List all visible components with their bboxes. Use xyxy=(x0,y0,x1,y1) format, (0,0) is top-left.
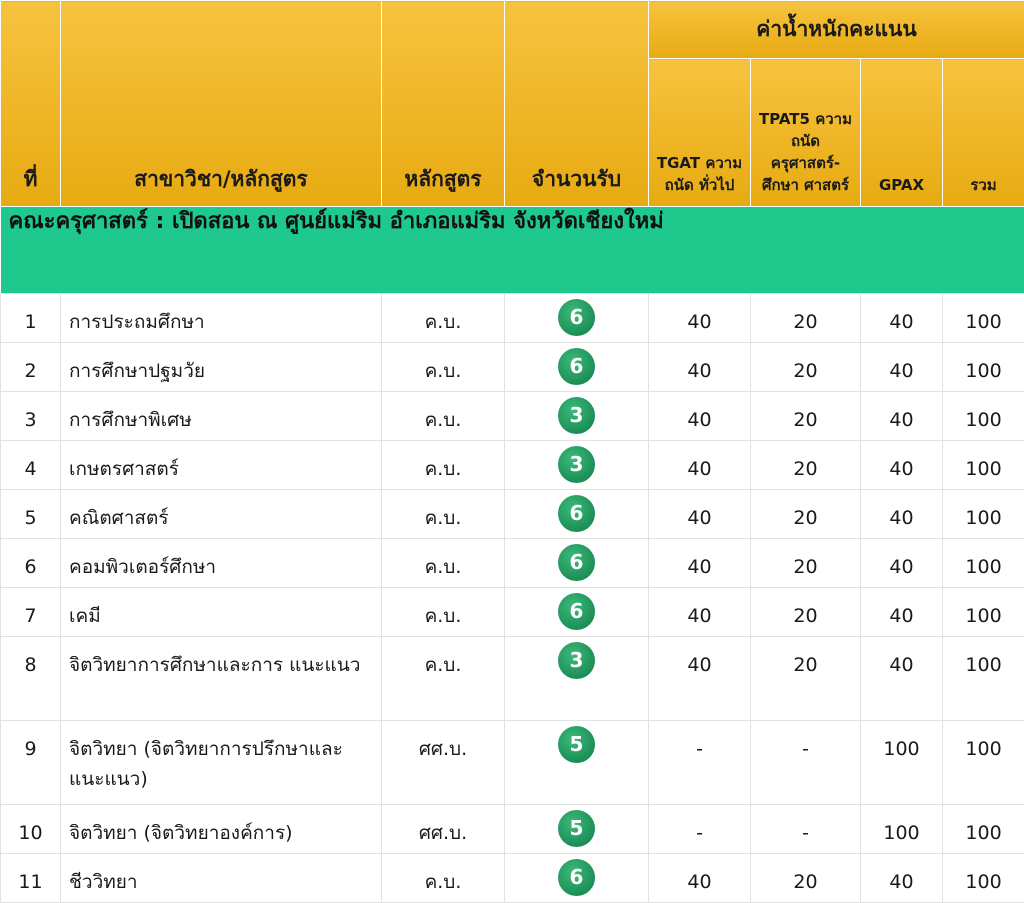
table-row xyxy=(1,637,1024,721)
row-total: 100 xyxy=(943,588,1024,637)
row-no: 8 xyxy=(1,637,61,721)
seats-badge: 6 xyxy=(558,348,595,385)
row-tgat: - xyxy=(649,805,751,854)
header-weight-group: ค่าน้ำหนักคะแนน xyxy=(649,1,1024,59)
row-name: ชีววิทยา xyxy=(61,854,382,903)
row-seats-cell xyxy=(505,294,649,343)
row-tgat: - xyxy=(649,721,751,805)
seats-badge: 6 xyxy=(558,593,595,630)
row-program: ศศ.บ. xyxy=(382,805,505,854)
row-seats-cell xyxy=(505,721,649,805)
seats-badge: 3 xyxy=(558,446,595,483)
header-seats: จำนวนรับ xyxy=(505,1,649,207)
seats-badge: 6 xyxy=(558,299,595,336)
row-program: ค.บ. xyxy=(382,392,505,441)
row-tpat5: 20 xyxy=(751,588,861,637)
row-program: ค.บ. xyxy=(382,490,505,539)
table-row xyxy=(1,539,1024,588)
row-seats-cell xyxy=(505,805,649,854)
row-program: ศศ.บ. xyxy=(382,721,505,805)
row-gpax: 100 xyxy=(861,721,943,805)
row-tgat: 40 xyxy=(649,854,751,903)
row-tpat5: 20 xyxy=(751,294,861,343)
row-gpax: 40 xyxy=(861,392,943,441)
row-tgat: 40 xyxy=(649,637,751,721)
row-total: 100 xyxy=(943,637,1024,721)
row-tpat5: 20 xyxy=(751,441,861,490)
table-row xyxy=(1,294,1024,343)
row-no: 3 xyxy=(1,392,61,441)
row-gpax: 40 xyxy=(861,490,943,539)
row-name: การศึกษาปฐมวัย xyxy=(61,343,382,392)
row-name: เกษตรศาสตร์ xyxy=(61,441,382,490)
row-name: จิตวิทยาการศึกษาและการ แนะแนว xyxy=(61,637,382,721)
row-tgat: 40 xyxy=(649,588,751,637)
header-tgat: TGAT ความ ถนัด ทั่วไป xyxy=(649,59,751,207)
row-no: 5 xyxy=(1,490,61,539)
seats-badge: 5 xyxy=(558,726,595,763)
row-seats-cell xyxy=(505,588,649,637)
row-no: 10 xyxy=(1,805,61,854)
row-no: 6 xyxy=(1,539,61,588)
row-name: การประถมศึกษา xyxy=(61,294,382,343)
row-program: ค.บ. xyxy=(382,343,505,392)
row-program: ค.บ. xyxy=(382,539,505,588)
row-tpat5: - xyxy=(751,805,861,854)
row-program: ค.บ. xyxy=(382,294,505,343)
row-tpat5: 20 xyxy=(751,392,861,441)
row-seats-cell xyxy=(505,637,649,721)
row-total: 100 xyxy=(943,343,1024,392)
row-gpax: 100 xyxy=(861,805,943,854)
row-seats-cell xyxy=(505,539,649,588)
header-total: รวม xyxy=(943,59,1024,207)
row-name: เคมี xyxy=(61,588,382,637)
seats-badge: 6 xyxy=(558,544,595,581)
row-seats-cell xyxy=(505,441,649,490)
row-total: 100 xyxy=(943,441,1024,490)
row-no: 11 xyxy=(1,854,61,903)
table-row xyxy=(1,392,1024,441)
row-no: 2 xyxy=(1,343,61,392)
row-gpax: 40 xyxy=(861,637,943,721)
table-row xyxy=(1,721,1024,805)
row-tgat: 40 xyxy=(649,490,751,539)
row-total: 100 xyxy=(943,721,1024,805)
row-tpat5: 20 xyxy=(751,637,861,721)
row-total: 100 xyxy=(943,854,1024,903)
table-row xyxy=(1,805,1024,854)
header-program: หลักสูตร xyxy=(382,1,505,207)
row-gpax: 40 xyxy=(861,588,943,637)
row-name: คอมพิวเตอร์ศึกษา xyxy=(61,539,382,588)
seats-badge: 6 xyxy=(558,495,595,532)
table-row xyxy=(1,343,1024,392)
row-seats-cell xyxy=(505,490,649,539)
row-total: 100 xyxy=(943,490,1024,539)
table-row xyxy=(1,854,1024,903)
row-total: 100 xyxy=(943,539,1024,588)
row-gpax: 40 xyxy=(861,343,943,392)
row-tgat: 40 xyxy=(649,343,751,392)
row-tpat5: 20 xyxy=(751,343,861,392)
row-no: 1 xyxy=(1,294,61,343)
faculty-banner: คณะครุศาสตร์ : เปิดสอน ณ ศูนย์แม่ริม อำเภอแม่ริม จังหวัดเชียงใหม่ xyxy=(1,207,1024,294)
row-seats-cell xyxy=(505,343,649,392)
header-gpax: GPAX xyxy=(861,59,943,207)
seats-badge: 3 xyxy=(558,397,595,434)
seats-badge: 6 xyxy=(558,859,595,896)
row-tpat5: 20 xyxy=(751,490,861,539)
row-tgat: 40 xyxy=(649,294,751,343)
header-no: ที่ xyxy=(1,1,61,207)
row-tpat5: - xyxy=(751,721,861,805)
row-total: 100 xyxy=(943,805,1024,854)
row-tpat5: 20 xyxy=(751,539,861,588)
row-name: จิตวิทยา (จิตวิทยาองค์การ) xyxy=(61,805,382,854)
row-seats-cell xyxy=(505,392,649,441)
row-tgat: 40 xyxy=(649,539,751,588)
row-no: 7 xyxy=(1,588,61,637)
row-seats-cell xyxy=(505,854,649,903)
row-tgat: 40 xyxy=(649,392,751,441)
row-no: 4 xyxy=(1,441,61,490)
row-tpat5: 20 xyxy=(751,854,861,903)
row-total: 100 xyxy=(943,392,1024,441)
row-gpax: 40 xyxy=(861,854,943,903)
table-row xyxy=(1,588,1024,637)
row-gpax: 40 xyxy=(861,441,943,490)
row-program: ค.บ. xyxy=(382,637,505,721)
row-program: ค.บ. xyxy=(382,441,505,490)
table-row xyxy=(1,441,1024,490)
row-program: ค.บ. xyxy=(382,854,505,903)
row-name: จิตวิทยา (จิตวิทยาการปรึกษาและ แนะแนว) xyxy=(61,721,382,805)
row-gpax: 40 xyxy=(861,539,943,588)
header-name: สาขาวิชา/หลักสูตร xyxy=(61,1,382,207)
seats-badge: 5 xyxy=(558,810,595,847)
table-row xyxy=(1,490,1024,539)
header-tpat5: TPAT5 ความถนัด ครุศาสตร์- ศึกษา ศาสตร์ xyxy=(751,59,861,207)
row-tgat: 40 xyxy=(649,441,751,490)
row-program: ค.บ. xyxy=(382,588,505,637)
row-total: 100 xyxy=(943,294,1024,343)
row-no: 9 xyxy=(1,721,61,805)
seats-badge: 3 xyxy=(558,642,595,679)
row-name: คณิตศาสตร์ xyxy=(61,490,382,539)
row-gpax: 40 xyxy=(861,294,943,343)
row-name: การศึกษาพิเศษ xyxy=(61,392,382,441)
